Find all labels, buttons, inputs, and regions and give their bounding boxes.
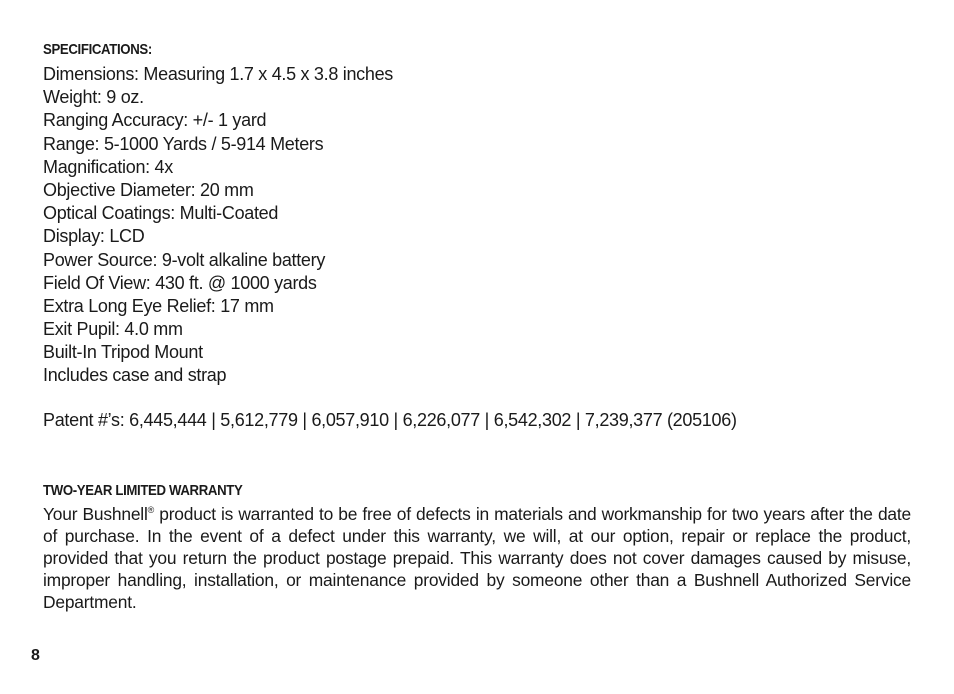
spec-item-optical-coatings: Optical Coatings: Multi-Coated [43, 203, 279, 224]
specifications-heading: SPECIFICATIONS: [43, 41, 152, 58]
warranty-paragraph [43, 503, 911, 613]
specifications-list [43, 63, 393, 388]
spec-item-dimensions: Dimensions: Measuring 1.7 x 4.5 x 3.8 inches [43, 64, 393, 84]
spec-item-tripod-mount: Built-In Tripod Mount [43, 342, 203, 363]
spec-item-eye-relief: Extra Long Eye Relief: 17 mm [43, 295, 274, 316]
page-number: 8 [31, 647, 40, 664]
warranty-intro: Your Bushnell [43, 504, 148, 524]
spec-item-ranging-accuracy: Ranging Accuracy: +/- 1 yard [43, 110, 267, 131]
spec-item-exit-pupil: Exit Pupil: 4.0 mm [43, 319, 183, 340]
warranty-body-text: product is warranted to be free of defects in materials and workmanship for two years after the date of purchase. In the event of a defect under this warranty, we will, at our option, repair or replace the product, provided that you return the product postage prepaid. This warranty does not cover damages caused by misuse, improper handling, installation, or maintenance provided by someone other than a Bushnell Authorized Service Department. [43, 504, 911, 612]
spec-item-display: Display: LCD [43, 226, 145, 247]
spec-item-range: Range: 5-1000 Yards / 5-914 Meters [43, 133, 324, 154]
warranty-heading: TWO-YEAR LIMITED WARRANTY [43, 482, 243, 499]
patent-numbers: Patent #’s: 6,445,444 | 5,612,779 | 6,057,910 | 6,226,077 | 6,542,302 | 7,239,377 (205106) [43, 410, 737, 430]
spec-item-objective-diameter: Objective Diameter: 20 mm [43, 179, 254, 200]
registered-mark: ® [147, 505, 155, 516]
spec-item-power-source: Power Source: 9-volt alkaline battery [43, 249, 326, 270]
spec-item-weight: Weight: 9 oz. [43, 87, 144, 108]
spec-item-case-strap: Includes case and strap [43, 365, 227, 386]
spec-item-field-of-view: Field Of View: 430 ft. @ 1000 yards [43, 272, 317, 293]
spec-item-magnification: Magnification: 4x [43, 156, 173, 177]
